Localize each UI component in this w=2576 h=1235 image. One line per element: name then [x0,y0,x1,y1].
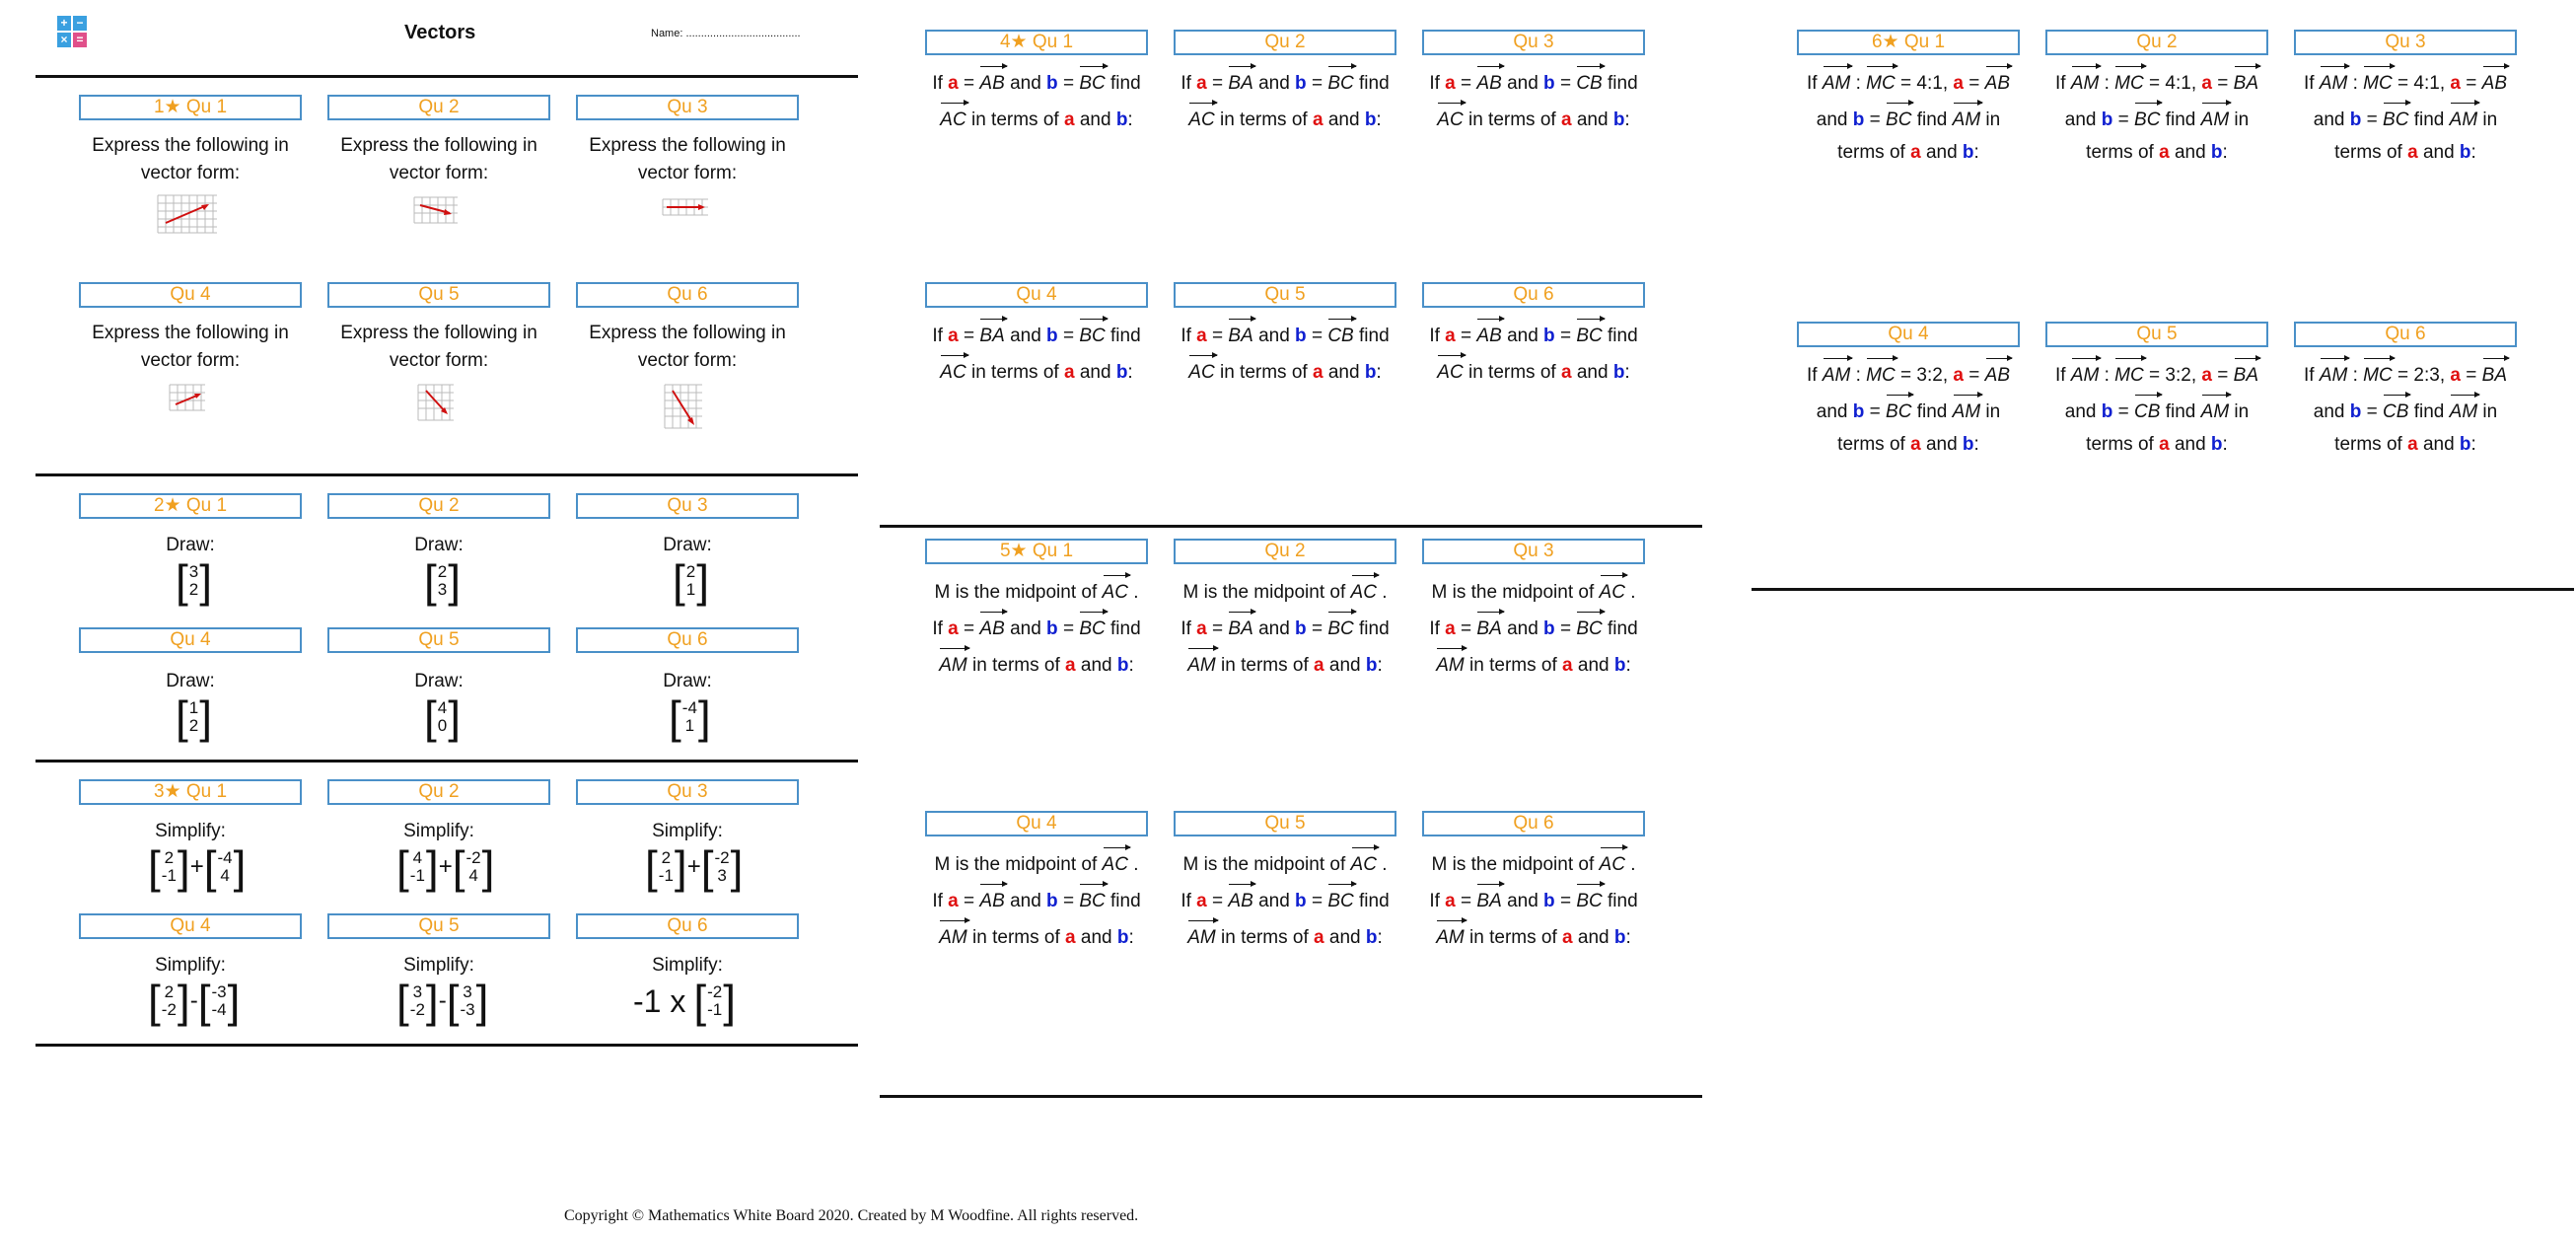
question-label: 4★ Qu 1 [925,30,1148,55]
question-text: If AM : MC = 4:1, a = AB and b = BC find AM in terms of a and b: [1785,63,2032,169]
question-prompt: Simplify: [403,955,474,976]
column-vector: [ 1 2 ] [176,691,213,743]
question-text: M is the midpoint of AC . If a = AB and b = BC find AM in terms of a and b: [1164,844,1406,954]
question-label: Qu 5 [327,913,550,939]
question-label: Qu 2 [1174,30,1396,55]
question-prompt: Draw: [663,671,712,691]
question-text: If a = BA and b = BC find AC in terms of a and b: [915,316,1158,389]
vector-grid-diagram [156,193,219,235]
question-label: 2★ Qu 1 [79,493,302,519]
question-text: M is the midpoint of AC . If a = AB and b = BC find AM in terms of a and b: [915,844,1158,954]
question-label: Qu 2 [2045,30,2268,55]
question-label: Qu 4 [79,627,302,653]
question-label: Qu 3 [576,493,799,519]
question-label: Qu 4 [79,913,302,939]
column-vector: [ 3 2 ] [176,555,213,607]
question-label: Qu 2 [327,779,550,805]
divider [880,1095,1702,1098]
divider [1752,588,2574,591]
question-label: 1★ Qu 1 [79,95,302,120]
question-text: If a = AB and b = BC find AC in terms of a and b: [915,63,1158,136]
question-prompt: Draw: [166,535,215,555]
question-label: Qu 6 [2294,322,2517,347]
divider [36,1044,858,1047]
question-label: Qu 5 [327,282,550,308]
question-label: Qu 4 [1797,322,2020,347]
question-text: If AM : MC = 4:1, a = AB and b = BC find AM in terms of a and b: [2282,63,2529,169]
page-title: Vectors [404,22,476,43]
copyright-notice: Copyright © Mathematics White Board 2020. Created by M Woodfine. All rights reserved. [564,1207,1139,1224]
question-prompt: Draw: [414,671,464,691]
question-label: Qu 5 [327,627,550,653]
question-label: Qu 2 [327,95,550,120]
question-prompt: Simplify: [155,821,226,841]
question-text: M is the midpoint of AC . If a = BA and b = BC find AM in terms of a and b: [1164,572,1406,682]
vector-expression: [ 2 -1 ] + [ -4 4 ] [148,841,247,893]
question-prompt: Express the following in vector form: [340,323,537,371]
question-label: 3★ Qu 1 [79,779,302,805]
divider [36,760,858,763]
vector-grid-diagram [416,383,456,422]
question-label: 6★ Qu 1 [1797,30,2020,55]
question-label: Qu 5 [1174,282,1396,308]
divider [36,473,858,476]
question-label: Qu 6 [576,627,799,653]
vector-expression: -1 x [ -2 -1 ] [633,976,737,1027]
question-text: If AM : MC = 3:2, a = BA and b = CB find AM in terms of a and b: [2034,355,2280,461]
vector-expression: [ 2 -2 ] - [ -3 -4 ] [148,976,241,1027]
question-prompt: Draw: [663,535,712,555]
column-vector: [ 2 1 ] [673,555,710,607]
question-label: Qu 2 [327,493,550,519]
vector-expression: [ 4 -1 ] + [ -2 4 ] [396,841,495,893]
divider [880,525,1702,528]
question-prompt: Simplify: [652,821,723,841]
question-text: If a = AB and b = CB find AC in terms of a and b: [1412,63,1655,136]
question-label: Qu 3 [576,95,799,120]
question-prompt: Express the following in vector form: [589,323,786,371]
question-label: Qu 3 [576,779,799,805]
question-prompt: Express the following in vector form: [589,135,786,183]
question-text: If AM : MC = 4:1, a = BA and b = BC find AM in terms of a and b: [2034,63,2280,169]
mwb-logo: + − × = [57,16,87,49]
vector-grid-diagram [412,195,460,225]
divider [36,75,858,78]
question-label: Qu 2 [1174,539,1396,564]
vector-expression: [ 3 -2 ] - [ 3 -3 ] [396,976,489,1027]
name-field: Name: ...................................... [651,28,801,39]
question-label: Qu 4 [79,282,302,308]
question-label: Qu 4 [925,811,1148,836]
question-text: If AM : MC = 3:2, a = AB and b = BC find AM in terms of a and b: [1785,355,2032,461]
question-text: M is the midpoint of AC . If a = BA and b = BC find AM in terms of a and b: [1412,844,1655,954]
column-vector: [ 2 3 ] [424,555,462,607]
question-prompt: Draw: [166,671,215,691]
question-text: M is the midpoint of AC . If a = BA and b = BC find AM in terms of a and b: [1412,572,1655,682]
question-label: Qu 6 [1422,811,1645,836]
vector-grid-diagram [661,197,710,217]
question-prompt: Express the following in vector form: [92,135,289,183]
question-text: If a = BA and b = CB find AC in terms of a and b: [1164,316,1406,389]
question-prompt: Express the following in vector form: [340,135,537,183]
question-prompt: Draw: [414,535,464,555]
question-label: Qu 3 [2294,30,2517,55]
question-text: If a = BA and b = BC find AC in terms of a and b: [1164,63,1406,136]
question-text: If AM : MC = 2:3, a = BA and b = CB find AM in terms of a and b: [2282,355,2529,461]
question-label: Qu 5 [1174,811,1396,836]
question-label: Qu 6 [576,913,799,939]
column-vector: [ 4 0 ] [424,691,462,743]
question-prompt: Simplify: [155,955,226,976]
question-label: Qu 6 [576,282,799,308]
question-label: 5★ Qu 1 [925,539,1148,564]
question-prompt: Simplify: [403,821,474,841]
vector-expression: [ 2 -1 ] + [ -2 3 ] [645,841,744,893]
question-label: Qu 3 [1422,539,1645,564]
vector-grid-diagram [663,383,704,432]
question-text: M is the midpoint of AC . If a = AB and b = BC find AM in terms of a and b: [915,572,1158,682]
question-prompt: Express the following in vector form: [92,323,289,371]
question-label: Qu 6 [1422,282,1645,308]
column-vector: [ -4 1 ] [669,691,711,743]
question-label: Qu 5 [2045,322,2268,347]
vector-grid-diagram [168,383,207,412]
question-text: If a = AB and b = BC find AC in terms of a and b: [1412,316,1655,389]
question-prompt: Simplify: [652,955,723,976]
question-label: Qu 3 [1422,30,1645,55]
question-label: Qu 4 [925,282,1148,308]
